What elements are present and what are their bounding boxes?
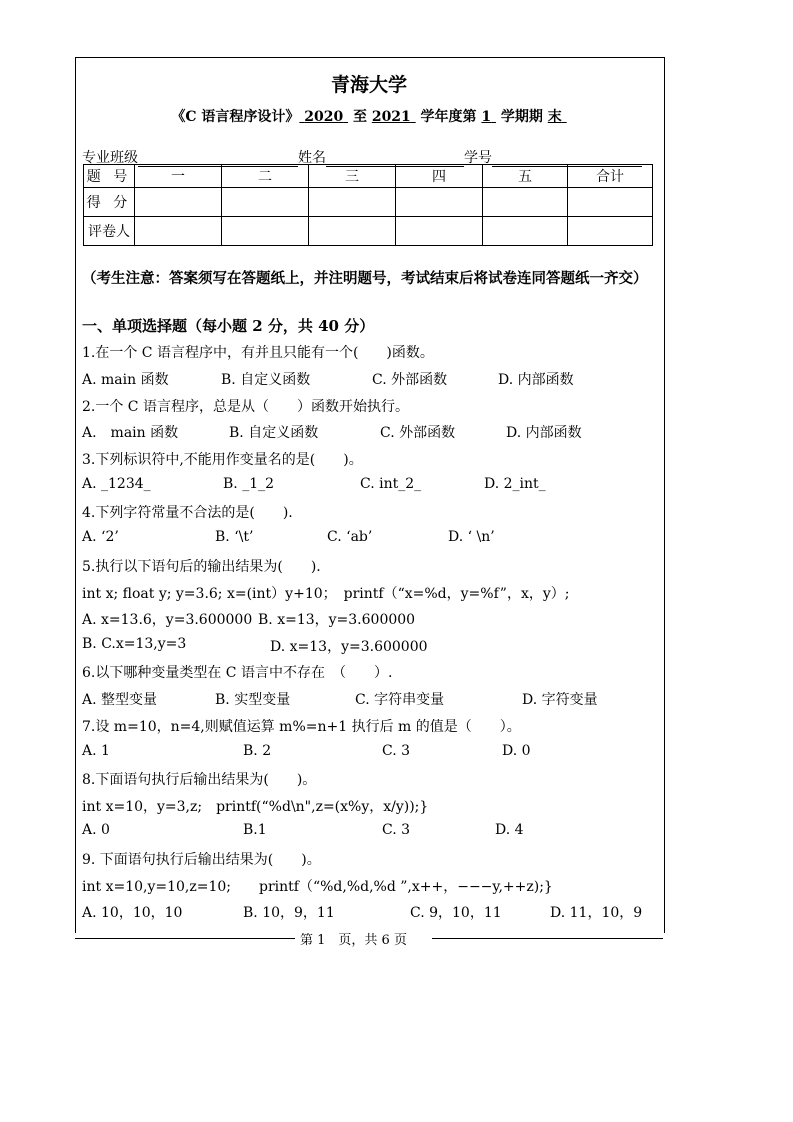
name-label: 姓名 — [298, 150, 326, 166]
option: D. 0 — [502, 743, 531, 759]
option: B. 2 — [243, 743, 272, 759]
option: B. C.x=13,y=3 — [82, 636, 187, 652]
option: A. 整型变量 — [82, 692, 158, 708]
exam-notice: （考生注意：答案须写在答题纸上，并注明题号，考试结束后将试卷连同答题纸一齐交） — [82, 270, 648, 287]
question-text: 9. 下面语句执行后输出结果为( )。 — [82, 852, 321, 868]
code-line: int x; float y; y=3.6; x=(int）y+10； printf（“x=%d，y=%f”，x，y）; — [82, 586, 570, 602]
score-table-header — [84, 165, 653, 188]
option: B. 实型变量 — [215, 692, 291, 708]
option: A. 10，10，10 — [82, 905, 183, 921]
option: D. 内部函数 — [506, 425, 582, 441]
term: 末 — [547, 109, 562, 125]
table-header-cell: 二 — [222, 165, 309, 188]
option: A. _1234_ — [82, 476, 151, 492]
option: B.1 — [243, 822, 267, 838]
option: C. 3 — [382, 743, 411, 759]
code-line: int x=10，y=3,z; printf(“%d\n",z=(x%y，x/y));} — [82, 799, 429, 815]
option: D. 2_int_ — [484, 476, 546, 492]
option: A. main 函数 — [82, 372, 169, 388]
option: C. 3 — [382, 822, 411, 838]
table-header-cell: 一 — [135, 165, 222, 188]
option: B. 自定义函数 — [221, 372, 311, 388]
class-label: 专业班级 — [82, 150, 138, 166]
question-text: 7.设 m=10，n=4,则赋值运算 m%=n+1 执行后 m 的值是（ ）。 — [82, 719, 521, 735]
option: C. 9，10，11 — [410, 905, 502, 921]
semester: 1 — [481, 109, 492, 125]
table-header-cell: 合计 — [568, 165, 653, 188]
footer-rule-right — [432, 938, 663, 939]
option: B. x=13，y=3.600000 — [258, 612, 416, 628]
question-text: 4.下列字符常量不合法的是( ). — [82, 505, 293, 521]
option: A. 1 — [82, 743, 110, 759]
table-cell[interactable] — [483, 217, 568, 246]
option: D. 4 — [495, 822, 524, 838]
table-cell[interactable] — [568, 217, 653, 246]
option: D. ‘ \n’ — [448, 529, 495, 545]
page-title: 青海大学 — [330, 74, 407, 96]
table-row-label: 得 分 — [84, 188, 135, 217]
table-header-cell: 三 — [309, 165, 396, 188]
table-cell[interactable] — [222, 217, 309, 246]
table-header-cell: 题 号 — [84, 165, 135, 188]
table-cell[interactable] — [309, 188, 396, 217]
table-header-cell: 四 — [396, 165, 483, 188]
table-cell[interactable] — [135, 217, 222, 246]
option: C. 外部函数 — [380, 425, 456, 441]
question-text: 2.一个 C 语言程序，总是从（ ）函数开始执行。 — [82, 399, 409, 415]
exam-subtitle: 《C 语言程序设计》 2020 至 2021 学年度第 1 学期期 末 — [75, 106, 663, 126]
question-text: 1.在一个 C 语言程序中，有并且只能有一个( )函数。 — [82, 345, 434, 361]
year-start: 2020 — [304, 109, 344, 125]
option: C. 字符串变量 — [355, 692, 445, 708]
option: C. int_2_ — [360, 476, 422, 492]
table-header-cell: 五 — [483, 165, 568, 188]
table-cell[interactable] — [135, 188, 222, 217]
option: B. ‘\t’ — [215, 529, 254, 545]
year-end: 2021 — [371, 109, 411, 125]
option: D. x=13，y=3.600000 — [270, 639, 428, 655]
option: D. 内部函数 — [498, 372, 574, 388]
option: C. 外部函数 — [372, 372, 448, 388]
option: C. ‘ab’ — [327, 529, 373, 545]
table-row — [84, 188, 653, 217]
option: A. ‘2’ — [82, 529, 119, 545]
question-text: 8.下面语句执行后输出结果为( )。 — [82, 772, 317, 788]
option: A. main 函数 — [82, 425, 179, 441]
question-text: 3.下列标识符中,不能用作变量名的是( )。 — [82, 452, 363, 468]
table-cell[interactable] — [309, 217, 396, 246]
table-row — [84, 217, 653, 246]
option: A. 0 — [82, 822, 110, 838]
option: A. x=13.6，y=3.600000 — [82, 612, 253, 628]
code-line: int x=10,y=10,z=10; printf（“%d,%d,%d ”,x++，−−−y,++z);} — [82, 879, 553, 895]
option: B. 10，9，11 — [243, 905, 335, 921]
id-label: 学号 — [464, 150, 492, 166]
question-text: 6.以下哪种变量类型在 C 语言中不存在 （ ）. — [82, 665, 393, 681]
footer-rule-left — [75, 938, 295, 939]
score-table — [83, 164, 653, 246]
option: B. _1_2 — [223, 476, 275, 492]
section-title: 一、单项选择题（每小题 2 分，共 40 分） — [82, 317, 375, 335]
question-text: 5.执行以下语句后的输出结果为( ). — [82, 559, 321, 575]
page-number: 第 1 页，共 6 页 — [300, 933, 407, 948]
table-cell[interactable] — [396, 188, 483, 217]
option: B. 自定义函数 — [229, 425, 319, 441]
table-cell[interactable] — [222, 188, 309, 217]
option: D. 字符变量 — [522, 692, 598, 708]
table-cell[interactable] — [483, 188, 568, 217]
table-cell[interactable] — [396, 217, 483, 246]
table-cell[interactable] — [568, 188, 653, 217]
course-name: 《C 语言程序设计》 — [171, 109, 300, 125]
option: D. 11，10，9 — [550, 905, 643, 921]
table-row-label: 评卷人 — [84, 217, 135, 246]
